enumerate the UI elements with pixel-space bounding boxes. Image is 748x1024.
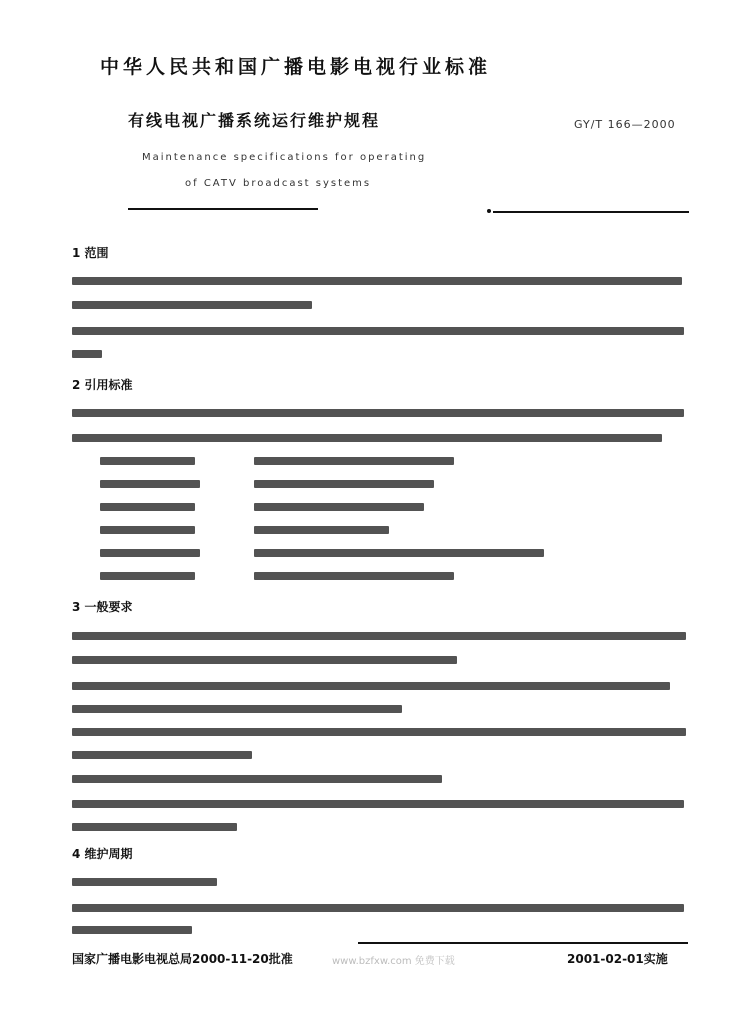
implementation-date: 2001-02-01实施 [567,952,668,966]
general-para-line [72,678,670,692]
general-para-line [72,796,684,810]
section-heading-references: 2 引用标准 [72,378,133,392]
scope-para-line [72,297,312,311]
period-para-line [72,874,217,888]
scope-para-line [72,273,682,287]
issuing-organization: 中华人民共和国广播电影电视行业标准 [100,56,492,78]
english-title-line-2: of CATV broadcast systems [185,178,372,189]
general-para-line [72,724,686,738]
english-title-line-1: Maintenance specifications for operating [142,152,427,163]
general-para-line [72,747,252,761]
references-para-line [72,430,662,444]
period-para-line [72,922,192,936]
general-para-line [72,771,442,785]
document-title: 有线电视广播系统运行维护规程 [128,111,381,130]
header-rule-left [128,208,318,210]
footer-rule [358,942,688,944]
references-para-line [72,405,684,419]
period-para-line [72,900,684,914]
header-rule-dot [487,209,491,213]
standard-number: GY/T 166—2000 [574,118,676,131]
general-para-line [72,628,686,642]
general-para-line [72,819,237,833]
section-heading-scope: 1 范围 [72,246,109,260]
scope-para-line [72,346,102,360]
general-para-line [72,701,402,715]
general-para-line [72,652,457,666]
header-rule-right [493,211,689,213]
watermark-text: www.bzfxw.com 免费下载 [332,956,455,967]
issued-date: 国家广播电影电视总局2000-11-20批准 [72,952,293,966]
scope-para-line [72,323,684,337]
section-heading-general: 3 一般要求 [72,600,133,614]
section-heading-period: 4 维护周期 [72,847,133,861]
